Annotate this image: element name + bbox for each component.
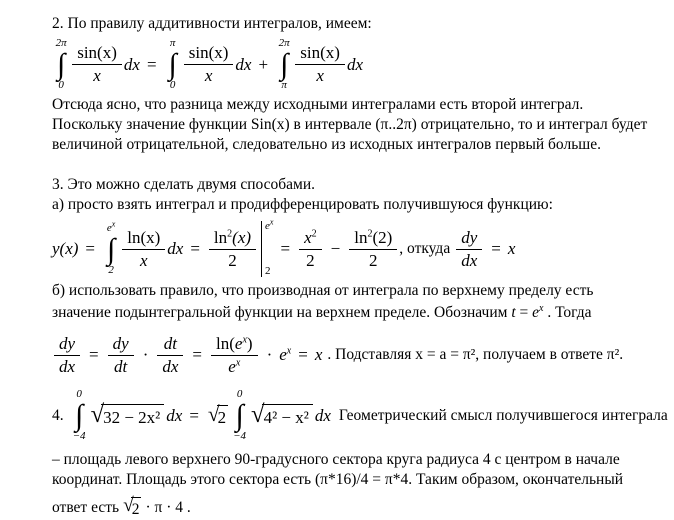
eval-lower-limit: 2 bbox=[265, 265, 271, 277]
paragraph-negative: Поскольку значение функции Sin(x) в интервале (π..2π) отрицательно, то и интеграл будет величиной отрицательной, следовательно из исходных интегралов первый больше. bbox=[52, 116, 648, 153]
integral-icon: ∫ bbox=[168, 48, 177, 81]
fraction: $\frac{x^2}{2}$ bbox=[299, 227, 322, 271]
fraction: $\frac{dy}{dt}$ bbox=[108, 333, 134, 377]
item-a-text: а) просто взять интеграл и продифференцировать получившуюся функцию: bbox=[52, 196, 553, 213]
integral-icon: ∫ bbox=[280, 48, 289, 81]
integral-term bbox=[105, 218, 117, 276]
differential: dx bbox=[166, 405, 183, 425]
substitution-text: . Подставляя x = a = π², получаем в ответе π². bbox=[327, 346, 624, 364]
evaluation-bar bbox=[261, 217, 274, 277]
dot-operator: · bbox=[266, 345, 273, 365]
differential: dx bbox=[167, 239, 184, 258]
equals-sign: = bbox=[298, 345, 308, 365]
formula-method-a bbox=[52, 217, 656, 277]
minus-sign: − bbox=[330, 239, 341, 258]
equals-sign: = bbox=[89, 345, 99, 365]
radical-icon: √ bbox=[251, 401, 265, 429]
formula-additivity bbox=[52, 38, 656, 91]
final-answer-line: ответ есть √ 2 · π · 4 . bbox=[52, 495, 191, 519]
exp-power: x bbox=[539, 302, 544, 314]
integral-upper-limit: $e^x$ bbox=[106, 218, 116, 234]
substitution-var: t bbox=[511, 304, 516, 321]
fraction-derivative: $\frac{dy}{dx}$ bbox=[456, 227, 482, 271]
item-b-text-line2: значение подынтегральной функции на верхнем пределе. Обозначим $t = e^x$ . Тогда bbox=[52, 302, 592, 321]
integral-term bbox=[73, 389, 86, 442]
differential: dx bbox=[123, 54, 140, 74]
integral-icon: ∫ bbox=[57, 48, 66, 81]
fraction: $\frac{\ln(x)}{x}$ bbox=[122, 227, 165, 271]
plus-sign: + bbox=[258, 54, 269, 74]
formula-method-b bbox=[52, 333, 656, 377]
dot-operator: · bbox=[142, 345, 149, 365]
rhs-variable: x bbox=[314, 345, 323, 365]
square-root: √ 4² − x² bbox=[251, 403, 313, 428]
fraction: $\frac{\sin(x)}{x}$ bbox=[295, 42, 345, 86]
equals-sign: = bbox=[491, 239, 501, 258]
equals-sign: = bbox=[190, 239, 200, 258]
fraction: $\frac{\ln^2(2)}{2}$ bbox=[349, 227, 397, 271]
radical-icon: √ bbox=[207, 401, 220, 426]
fraction: $\frac{\sin(x)}{x}$ bbox=[72, 42, 122, 86]
paragraph-sector: – площадь левого верхнего 90-градусного сектора круга радиуса 4 с центром в начале координат. Площадь этого сектора есть (π*16)/4 = π*4. Таким образом, окончательный bbox=[52, 451, 624, 489]
equals-sign: = bbox=[519, 304, 529, 321]
integral-term bbox=[55, 38, 67, 91]
square-root: √ 2 bbox=[123, 495, 140, 519]
square-root: √ 32 − 2x² bbox=[91, 403, 165, 428]
connector-text: , откуда bbox=[399, 240, 451, 257]
square-root-coefficient: √ 2 bbox=[207, 401, 227, 427]
integral-term: π ∫ 0 bbox=[168, 37, 177, 91]
integral-lower-limit: 2 bbox=[108, 263, 114, 276]
integral-upper-limit: 0 bbox=[76, 388, 82, 401]
integral-lower-limit: −4 bbox=[72, 430, 86, 443]
paragraph-conclusion: Отсюда ясно, что разница между исходными интегралами есть второй интеграл. bbox=[52, 96, 584, 113]
fraction: $\frac{\ln(e^x)}{e^x}$ bbox=[211, 333, 258, 377]
eval-upper-limit: $e^x$ bbox=[265, 217, 274, 232]
fraction-antiderivative: $\frac{\ln^2(x)}{2}$ bbox=[209, 227, 256, 271]
integral-upper-limit: 2π bbox=[55, 37, 67, 49]
integral-term: 2π ∫ π bbox=[278, 37, 290, 91]
geometric-meaning-text: Геометрический смысл получившегося интеграла bbox=[338, 406, 668, 424]
radical-icon: √ bbox=[123, 495, 134, 517]
item-b-text-line1: б) использовать правило, что производная от интеграла по верхнему пределу есть bbox=[52, 282, 594, 299]
fraction: $\frac{dy}{dx}$ bbox=[54, 333, 80, 377]
lhs-function: y(x) bbox=[52, 239, 79, 258]
integral-icon: ∫ bbox=[235, 399, 244, 433]
fraction: $\frac{\sin(x)}{x}$ bbox=[184, 42, 234, 86]
differential: dx bbox=[314, 405, 331, 425]
fraction: $\frac{dt}{dx}$ bbox=[157, 333, 183, 377]
exp-base: e bbox=[532, 304, 540, 321]
equals-sign: = bbox=[85, 239, 96, 258]
section-3-heading: 3. Это можно сделать двумя способами. bbox=[52, 176, 316, 193]
equals-sign: = bbox=[189, 405, 199, 425]
integral-lower-limit: 0 bbox=[58, 79, 64, 91]
formula-geometric bbox=[52, 388, 668, 443]
differential: dx bbox=[235, 54, 252, 74]
item-number: 4. bbox=[52, 406, 64, 424]
differential: dx bbox=[346, 54, 363, 74]
section-2-heading: 2. По правилу аддитивности интегралов, имеем: bbox=[52, 15, 372, 32]
integral-icon: ∫ bbox=[107, 232, 116, 266]
integral-term: 0 ∫ −4 bbox=[233, 388, 247, 443]
exp-term: $e^x$ bbox=[279, 345, 292, 365]
spacer bbox=[52, 155, 656, 175]
equals-sign: = bbox=[280, 239, 291, 258]
radical-icon: √ bbox=[90, 401, 105, 429]
rhs-variable: x bbox=[507, 239, 516, 258]
equals-sign: = bbox=[192, 345, 202, 365]
integral-icon: ∫ bbox=[74, 399, 84, 433]
equals-sign: = bbox=[146, 54, 157, 74]
